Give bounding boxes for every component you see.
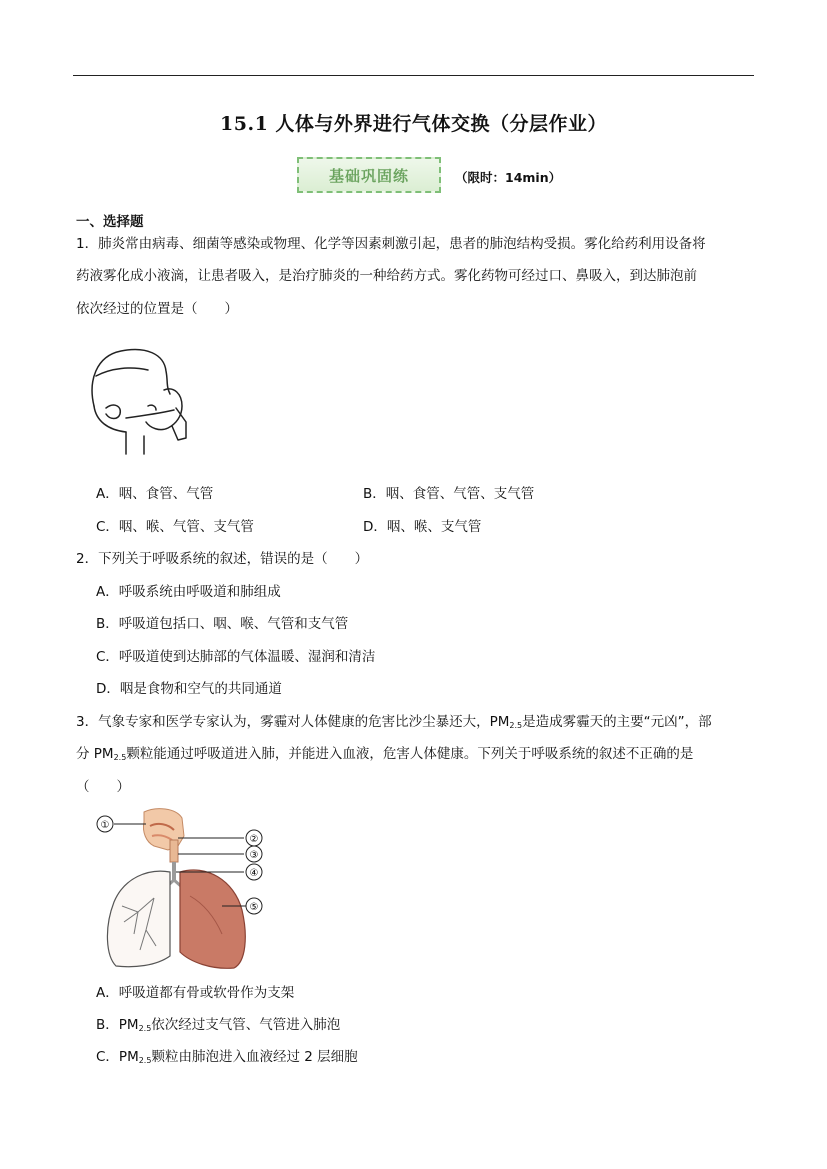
q2-option-d: D．咽是食物和空气的共同通道 [96, 681, 282, 697]
nebulizer-illustration [86, 346, 198, 456]
q3-line-1: 3．气象专家和医学专家认为，雾霾对人体健康的危害比沙尘暴还大，$PM_{2.5}$是造成雾霾天的主要“元凶”，部 [76, 714, 712, 730]
header-rule [73, 75, 754, 76]
q2-option-b: B．呼吸道包括口、咽、喉、气管和支气管 [96, 616, 349, 632]
label-1: ① [100, 820, 110, 831]
page-title: 15.1 人体与外界进行气体交换（分层作业） [220, 113, 607, 135]
respiratory-system-diagram [94, 806, 276, 970]
label-2: ② [249, 834, 259, 845]
label-4: ④ [249, 868, 259, 879]
q1-line-3: 依次经过的位置是（ ） [76, 301, 238, 317]
q1-line-2: 药液雾化成小液滴，让患者吸入，是治疗肺炎的一种给药方式。雾化药物可经过口、鼻吸入，到达肺泡前 [76, 268, 697, 284]
q2-option-a: A．呼吸系统由呼吸道和肺组成 [96, 584, 281, 600]
q1-option-c: C．咽、喉、气管、支气管 [96, 519, 254, 535]
q3-option-b: B．$PM_{2.5}$依次经过支气管、气管进入肺泡 [96, 1017, 341, 1033]
q3-line-3: （ ） [76, 779, 130, 795]
label-3: ③ [249, 850, 259, 861]
section-heading: 一、选择题 [76, 214, 144, 230]
time-limit: （限时：14min） [455, 170, 562, 185]
q1-line-1: 1．肺炎常由病毒、细菌等感染或物理、化学等因素刺激引起，患者的肺泡结构受损。雾化给药利用设备将 [76, 236, 706, 252]
q3-option-a: A．呼吸道都有骨或软骨作为支架 [96, 985, 295, 1001]
section-badge: 基础巩固练 [297, 157, 441, 193]
label-5: ⑤ [249, 902, 259, 913]
q1-option-d: D．咽、喉、支气管 [363, 519, 482, 535]
q3-option-c: C．$PM_{2.5}$颗粒由肺泡进入血液经过 2 层细胞 [96, 1049, 358, 1065]
q3-line-2: 分 $PM_{2.5}$颗粒能通过呼吸道进入肺，并能进入血液，危害人体健康。下列关于呼吸系统的叙述不正确的是 [76, 746, 694, 762]
q2-stem: 2．下列关于呼吸系统的叙述，错误的是（ ） [76, 551, 369, 567]
q1-option-a: A．咽、食管、气管 [96, 486, 214, 502]
q2-option-c: C．呼吸道使到达肺部的气体温暖、湿润和清洁 [96, 649, 376, 665]
q1-option-b: B．咽、食管、气管、支气管 [363, 486, 535, 502]
